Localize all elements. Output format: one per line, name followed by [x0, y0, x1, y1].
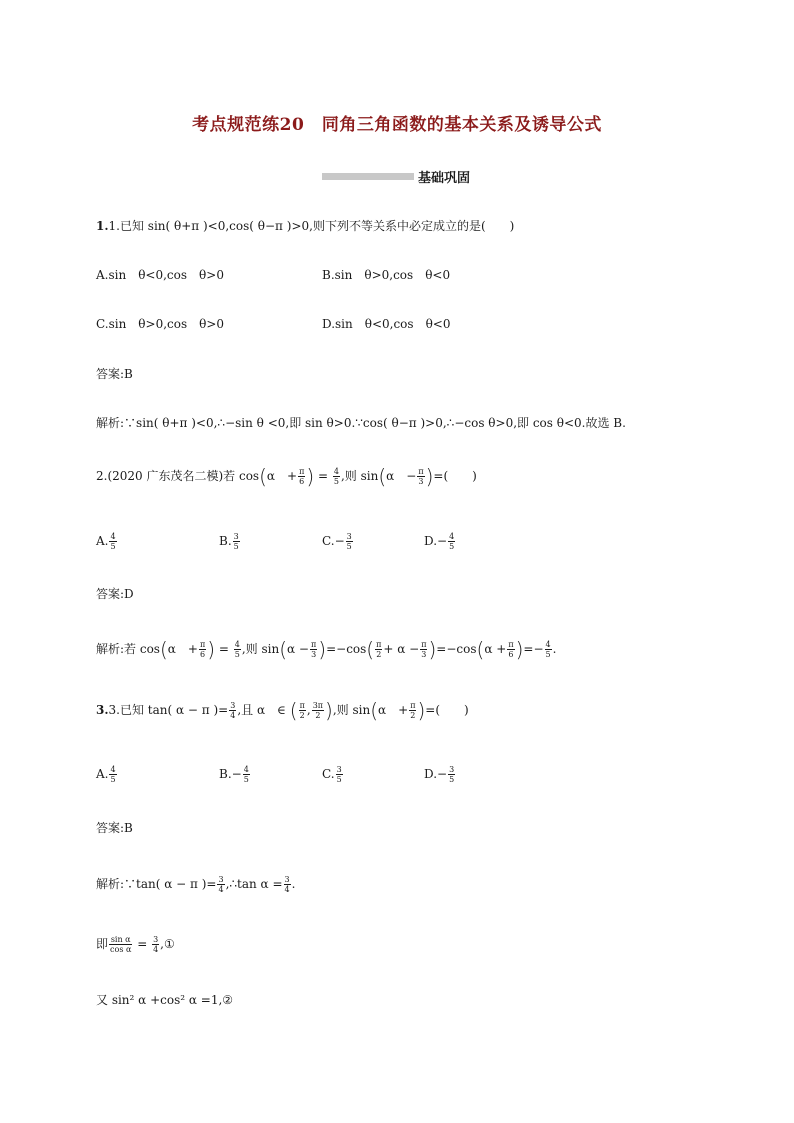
q1-option-a: A.sin θ<0,cos θ>0 [96, 268, 224, 282]
q3-analysis-3: 又 sin² α +cos² α =1,② [96, 993, 234, 1007]
q1-option-d: D.sin θ<0,cos θ<0 [322, 317, 451, 331]
q2-tail: =( ) [433, 469, 477, 483]
q2-eq: = [317, 469, 329, 483]
q1-option-c: C.sin θ>0,cos θ>0 [96, 317, 225, 331]
page-title: 考点规范练20 同角三角函数的基本关系及诱导公式 [192, 115, 602, 135]
q2-stem-prefix: 2.(2020 广东茂名二模)若 cos [96, 469, 260, 483]
q2-option-c: C.− $\frac{3}{5}$ [322, 532, 352, 551]
q1-analysis: 解析:∵sin( θ+π )<0,∴−sin θ <0,即 sin θ>0.∵cos( θ−π )>0,∴−cos θ>0,即 cos θ<0.故选 B. [96, 416, 626, 430]
q2-answer: 答案:D [96, 587, 134, 601]
q1-option-b: B.sin θ>0,cos θ<0 [322, 268, 451, 282]
section-bar [322, 173, 414, 180]
q2-option-d: D.− $\frac{4}{5}$ [424, 532, 455, 551]
q2-analysis: 解析:若 cos(α + $\frac{\pi}{6}$ ) = $\frac{4}{5}$ ,则 sin(α − $\frac{\pi}{3}$ )=−cos( $\frac{\pi}{2}$ + α − $\frac{\pi}{3}$ )=−cos(α + $\frac{\pi}{6}$ )=− $\frac{4}{5}$ . [96, 637, 557, 662]
q1-stem: 1.1.已知 sin( θ+π )<0,cos( θ−π )>0,则下列不等关系中必定成立的是( ) [96, 219, 515, 233]
section-label: 基础巩固 [418, 170, 471, 186]
q3-answer: 答案:B [96, 821, 133, 835]
q3-stem: 3.3.已知 tan( α − π )= $\frac{3}{4}$ ,且 α ∈ ( $\frac{\pi}{2}$ , $\frac{3\pi}{2}$ ),则 sin(α + $\frac{\pi}{2}$ )=( ) [96, 698, 469, 723]
q3-option-d: D.− $\frac{3}{5}$ [424, 765, 455, 784]
q2-stem: 2.(2020 广东茂名二模)若 cos(α + $\frac{\pi}{6}$ ) = $\frac{4}{5}$ ,则 sin(α − $\frac{\pi}{3}$ )=( ) [96, 464, 477, 489]
q3-analysis-1: 解析:∵tan( α − π )= $\frac{3}{4}$ ,∴tan α = $\frac{3}{4}$ . [96, 875, 296, 894]
q2-option-b: B. $\frac{3}{5}$ [219, 532, 239, 551]
q2-then-sin: ,则 sin [340, 469, 379, 483]
q2-frac-45: $\frac{4}{5}$ [333, 467, 339, 486]
q3-option-c: C. $\frac{3}{5}$ [322, 765, 342, 784]
q1-stem-text: 1.已知 sin( θ+π )<0,cos( θ−π )>0,则下列不等关系中必定成立的是( ) [108, 219, 515, 233]
q2-frac-pi3: $\frac{\pi}{3}$ [418, 467, 424, 486]
q1-answer: 答案:B [96, 367, 133, 381]
section-header [322, 166, 470, 186]
q2-alpha-minus: α − [386, 469, 417, 483]
q3-option-a: A. $\frac{4}{5}$ [96, 765, 116, 784]
q3-option-b: B.− $\frac{4}{5}$ [219, 765, 249, 784]
q3-analysis-2: 即 $\frac{\text{sin α}}{\text{cos α}}$ = $\frac{3}{4}$ ,① [96, 935, 175, 954]
q2-alpha: α + [266, 469, 298, 483]
q2-frac-pi6: $\frac{\pi}{6}$ [299, 467, 305, 486]
q2-option-a: A. $\frac{4}{5}$ [96, 532, 116, 551]
